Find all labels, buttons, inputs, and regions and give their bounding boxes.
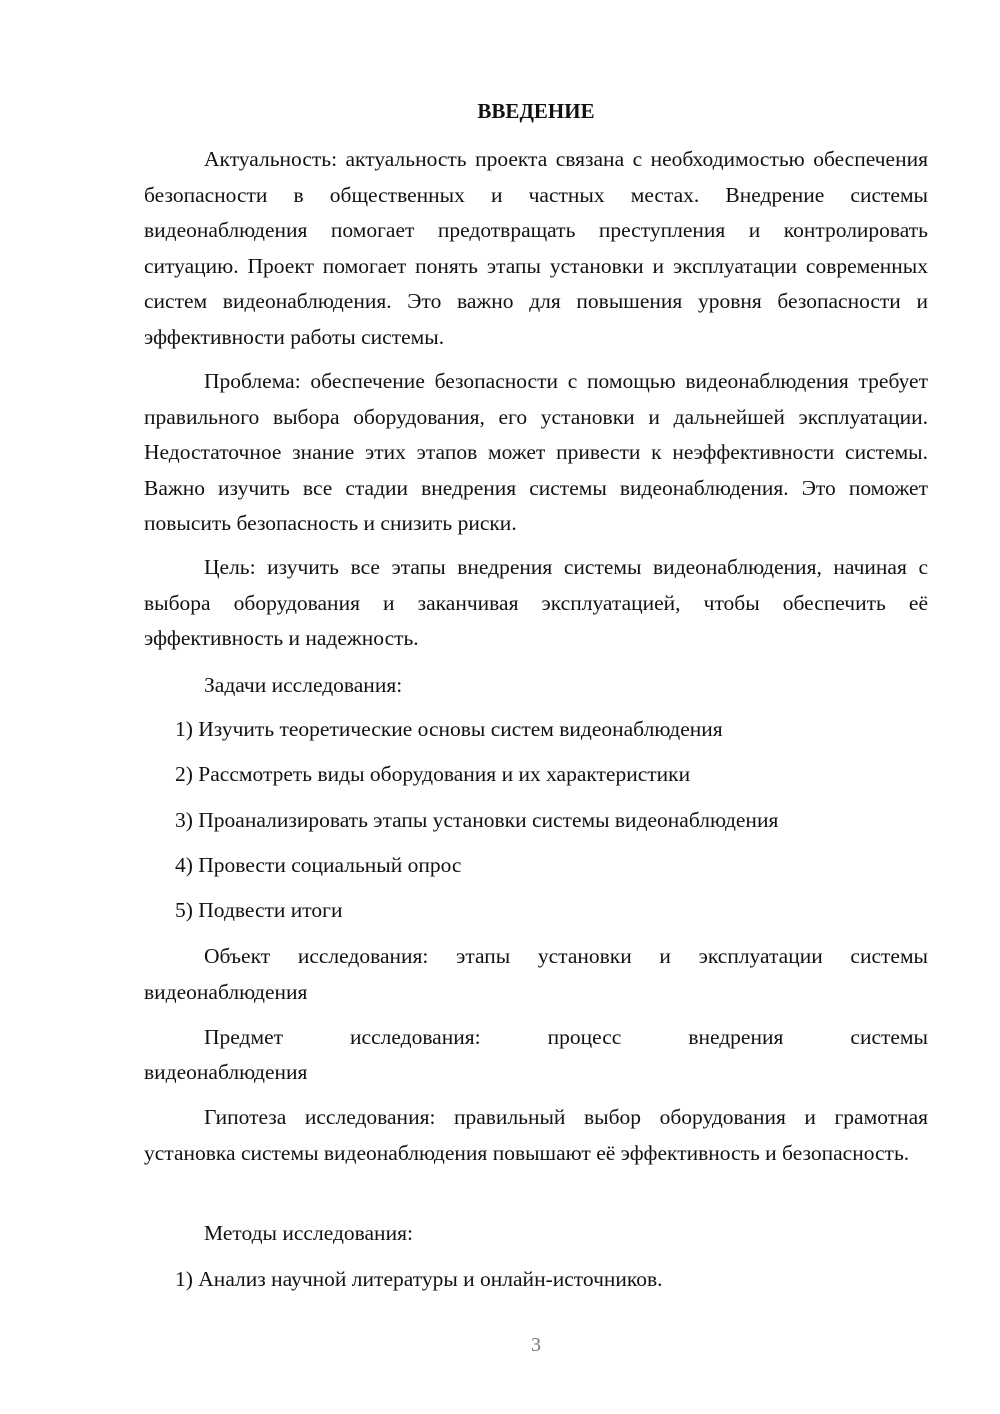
task-item: 2) Рассмотреть виды оборудования и их характеристики [175,762,691,786]
page-number: 3 [531,1334,541,1356]
subject-word: Предмет [204,1025,284,1049]
subject-word: внедрения [688,1025,784,1049]
subject-paragraph-line [204,1020,928,1056]
section-title: ВВЕДЕНИЕ [477,99,595,123]
object-paragraph: Объект исследования: этапы установки и эксплуатации системы видеонаблюдения [144,944,928,1004]
subject-paragraph-tail: видеонаблюдения [144,1060,308,1084]
method-item: 1) Анализ научной литературы и онлайн-источников. [175,1267,663,1291]
methods-heading: Методы исследования: [204,1221,413,1245]
task-item: 1) Изучить теоретические основы систем видеонаблюдения [175,717,723,741]
goal-paragraph: Цель: изучить все этапы внедрения системы видеонаблюдения, начиная с выбора оборудования и заканчивая эксплуатацией, чтобы обеспечить её эффективность и надежность. [144,555,928,651]
problem-paragraph: Проблема: обеспечение безопасности с помощью видеонаблюдения требует правильного выбора оборудования, его установки и дальнейшей эксплуатации. Недостаточное знание этих этапов может привести к неэффективности системы. Важно изучить все стадии внедрения системы видеонаблюдения. Это поможет повысить безопасность и снизить риски. [144,369,928,536]
subject-word: исследования: [350,1025,481,1049]
subject-word: процесс [547,1025,622,1049]
subject-word: системы [850,1025,928,1049]
document-page [144,0,928,1414]
task-item: 5) Подвести итоги [175,898,343,922]
task-item: 3) Проанализировать этапы установки системы видеонаблюдения [175,808,779,832]
relevance-paragraph: Актуальность: актуальность проекта связана с необходимостью обеспечения безопасности в общественных и частных местах. Внедрение системы видеонаблюдения помогает предотвращать преступления и контролировать ситуацию. Проект помогает понять этапы установки и эксплуатации современных систем видеонаблюдения. Это важно для повышения уровня безопасности и эффективности работы системы. [144,147,928,349]
task-item: 4) Провести социальный опрос [175,853,462,877]
hypothesis-paragraph: Гипотеза исследования: правильный выбор оборудования и грамотная установка системы видеонаблюдения повышают её эффективность и безопасность. [144,1105,928,1165]
tasks-heading: Задачи исследования: [204,673,403,697]
